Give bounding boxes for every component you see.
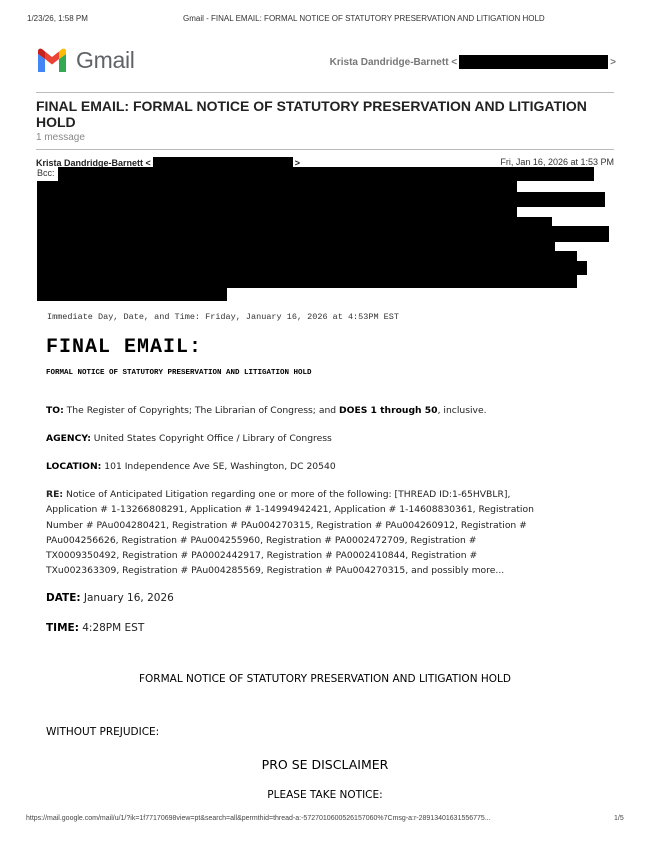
redaction-bar bbox=[37, 275, 577, 288]
bcc-label: Bcc: bbox=[37, 168, 55, 178]
sender-suffix: > bbox=[294, 157, 301, 168]
sent-timestamp: Fri, Jan 16, 2026 at 1:53 PM bbox=[500, 157, 614, 167]
redaction-bar bbox=[37, 207, 517, 217]
re-label: RE: bbox=[46, 489, 64, 500]
redaction-bar bbox=[37, 217, 552, 226]
to-does: DOES 1 through 50 bbox=[339, 405, 438, 416]
re-line: Number # PAu004280421, Registration # PAu004270315, Registration # PAu004260912, Registration # bbox=[46, 519, 527, 531]
sender-name: Krista Dandridge-Barnett < bbox=[36, 157, 151, 168]
to-text: The Register of Copyrights; The Librarian of Congress; and bbox=[63, 405, 340, 416]
gmail-logo bbox=[36, 46, 135, 74]
gmail-wordmark: Gmail bbox=[76, 46, 135, 73]
pro-se-disclaimer-heading: PRO SE DISCLAIMER bbox=[261, 757, 389, 772]
to-line bbox=[46, 405, 487, 416]
re-paragraph bbox=[46, 487, 586, 579]
redaction-bar bbox=[37, 226, 609, 242]
print-date: 1/23/26, 1:58 PM bbox=[27, 14, 88, 23]
to-text-end: , inclusive. bbox=[437, 405, 487, 416]
time-line bbox=[46, 622, 144, 634]
redaction-bar bbox=[37, 181, 517, 192]
location-text: 101 Independence Ave SE, Washington, DC 20540 bbox=[101, 461, 336, 472]
time-text: 4:28PM EST bbox=[78, 622, 145, 634]
re-line: Application # 1-13266808291, Application # 1-14994942421, Application # 1-14608830361, Registration bbox=[46, 504, 534, 516]
to-label: TO: bbox=[46, 405, 64, 416]
divider bbox=[36, 149, 614, 150]
date-text: January 16, 2026 bbox=[80, 592, 174, 604]
re-line: TX0009350492, Registration # PA0002442917, Registration # PA0002410844, Registration # bbox=[46, 550, 478, 562]
immediate-datetime-line: Immediate Day, Date, and Time: Friday, January 16, 2026 at 4:53PM EST bbox=[47, 312, 399, 322]
time-label: TIME: bbox=[46, 622, 79, 634]
agency-text: United States Copyright Office / Library of Congress bbox=[90, 433, 332, 444]
redaction-bar bbox=[37, 242, 555, 251]
account-name: Krista Dandridge-Barnett < bbox=[329, 56, 458, 68]
re-line: PAu004256626, Registration # PAu004255960, Registration # PA0002472709, Registration # bbox=[46, 534, 477, 546]
location-label: LOCATION: bbox=[46, 461, 102, 472]
account-email-redaction bbox=[459, 55, 608, 69]
redaction-bar bbox=[37, 261, 587, 275]
date-line bbox=[46, 592, 174, 604]
redaction-bar bbox=[37, 192, 605, 207]
print-header bbox=[0, 14, 650, 28]
agency-line bbox=[46, 433, 332, 444]
redaction-bar bbox=[37, 288, 227, 301]
please-take-notice-heading: PLEASE TAKE NOTICE: bbox=[267, 789, 383, 801]
account-suffix: > bbox=[610, 56, 616, 68]
page-number: 1/5 bbox=[614, 815, 624, 822]
message-count: 1 message bbox=[36, 132, 85, 143]
print-title: Gmail - FINAL EMAIL: FORMAL NOTICE OF STATUTORY PRESERVATION AND LITIGATION HOLD bbox=[183, 14, 545, 23]
re-line: TXu002363309, Registration # PAu004285569, Registration # PAu004270315, and possibly more... bbox=[46, 565, 505, 577]
redaction-bar bbox=[37, 251, 577, 261]
divider bbox=[36, 92, 614, 93]
date-label: DATE: bbox=[46, 592, 81, 604]
account-identity bbox=[330, 55, 616, 69]
re-line: RE: Notice of Anticipated Litigation regarding one or more of the following: [THREAD ID:1-65HVBLR], bbox=[46, 489, 511, 500]
location-line bbox=[46, 461, 336, 472]
final-email-heading: FINAL EMAIL: bbox=[46, 336, 203, 359]
gmail-m-logo-icon bbox=[36, 48, 68, 72]
without-prejudice: WITHOUT PREJUDICE: bbox=[46, 726, 160, 738]
thread-subject: FINAL EMAIL: FORMAL NOTICE OF STATUTORY PRESERVATION AND LITIGATION HOLD bbox=[36, 98, 587, 130]
redaction-bar bbox=[58, 167, 594, 181]
agency-label: AGENCY: bbox=[46, 433, 91, 444]
gmail-header bbox=[36, 46, 616, 78]
print-url: https://mail.google.com/mail/u/1/?ik=1f77170698view=pt&search=all&permthid=thread-a:-5727010600526157060%7Cmsg-a:r-28913401631556775... bbox=[26, 815, 491, 822]
formal-notice-heading: FORMAL NOTICE OF STATUTORY PRESERVATION AND LITIGATION HOLD bbox=[138, 673, 511, 685]
formal-notice-subheading: FORMAL NOTICE OF STATUTORY PRESERVATION AND LITIGATION HOLD bbox=[46, 369, 312, 377]
